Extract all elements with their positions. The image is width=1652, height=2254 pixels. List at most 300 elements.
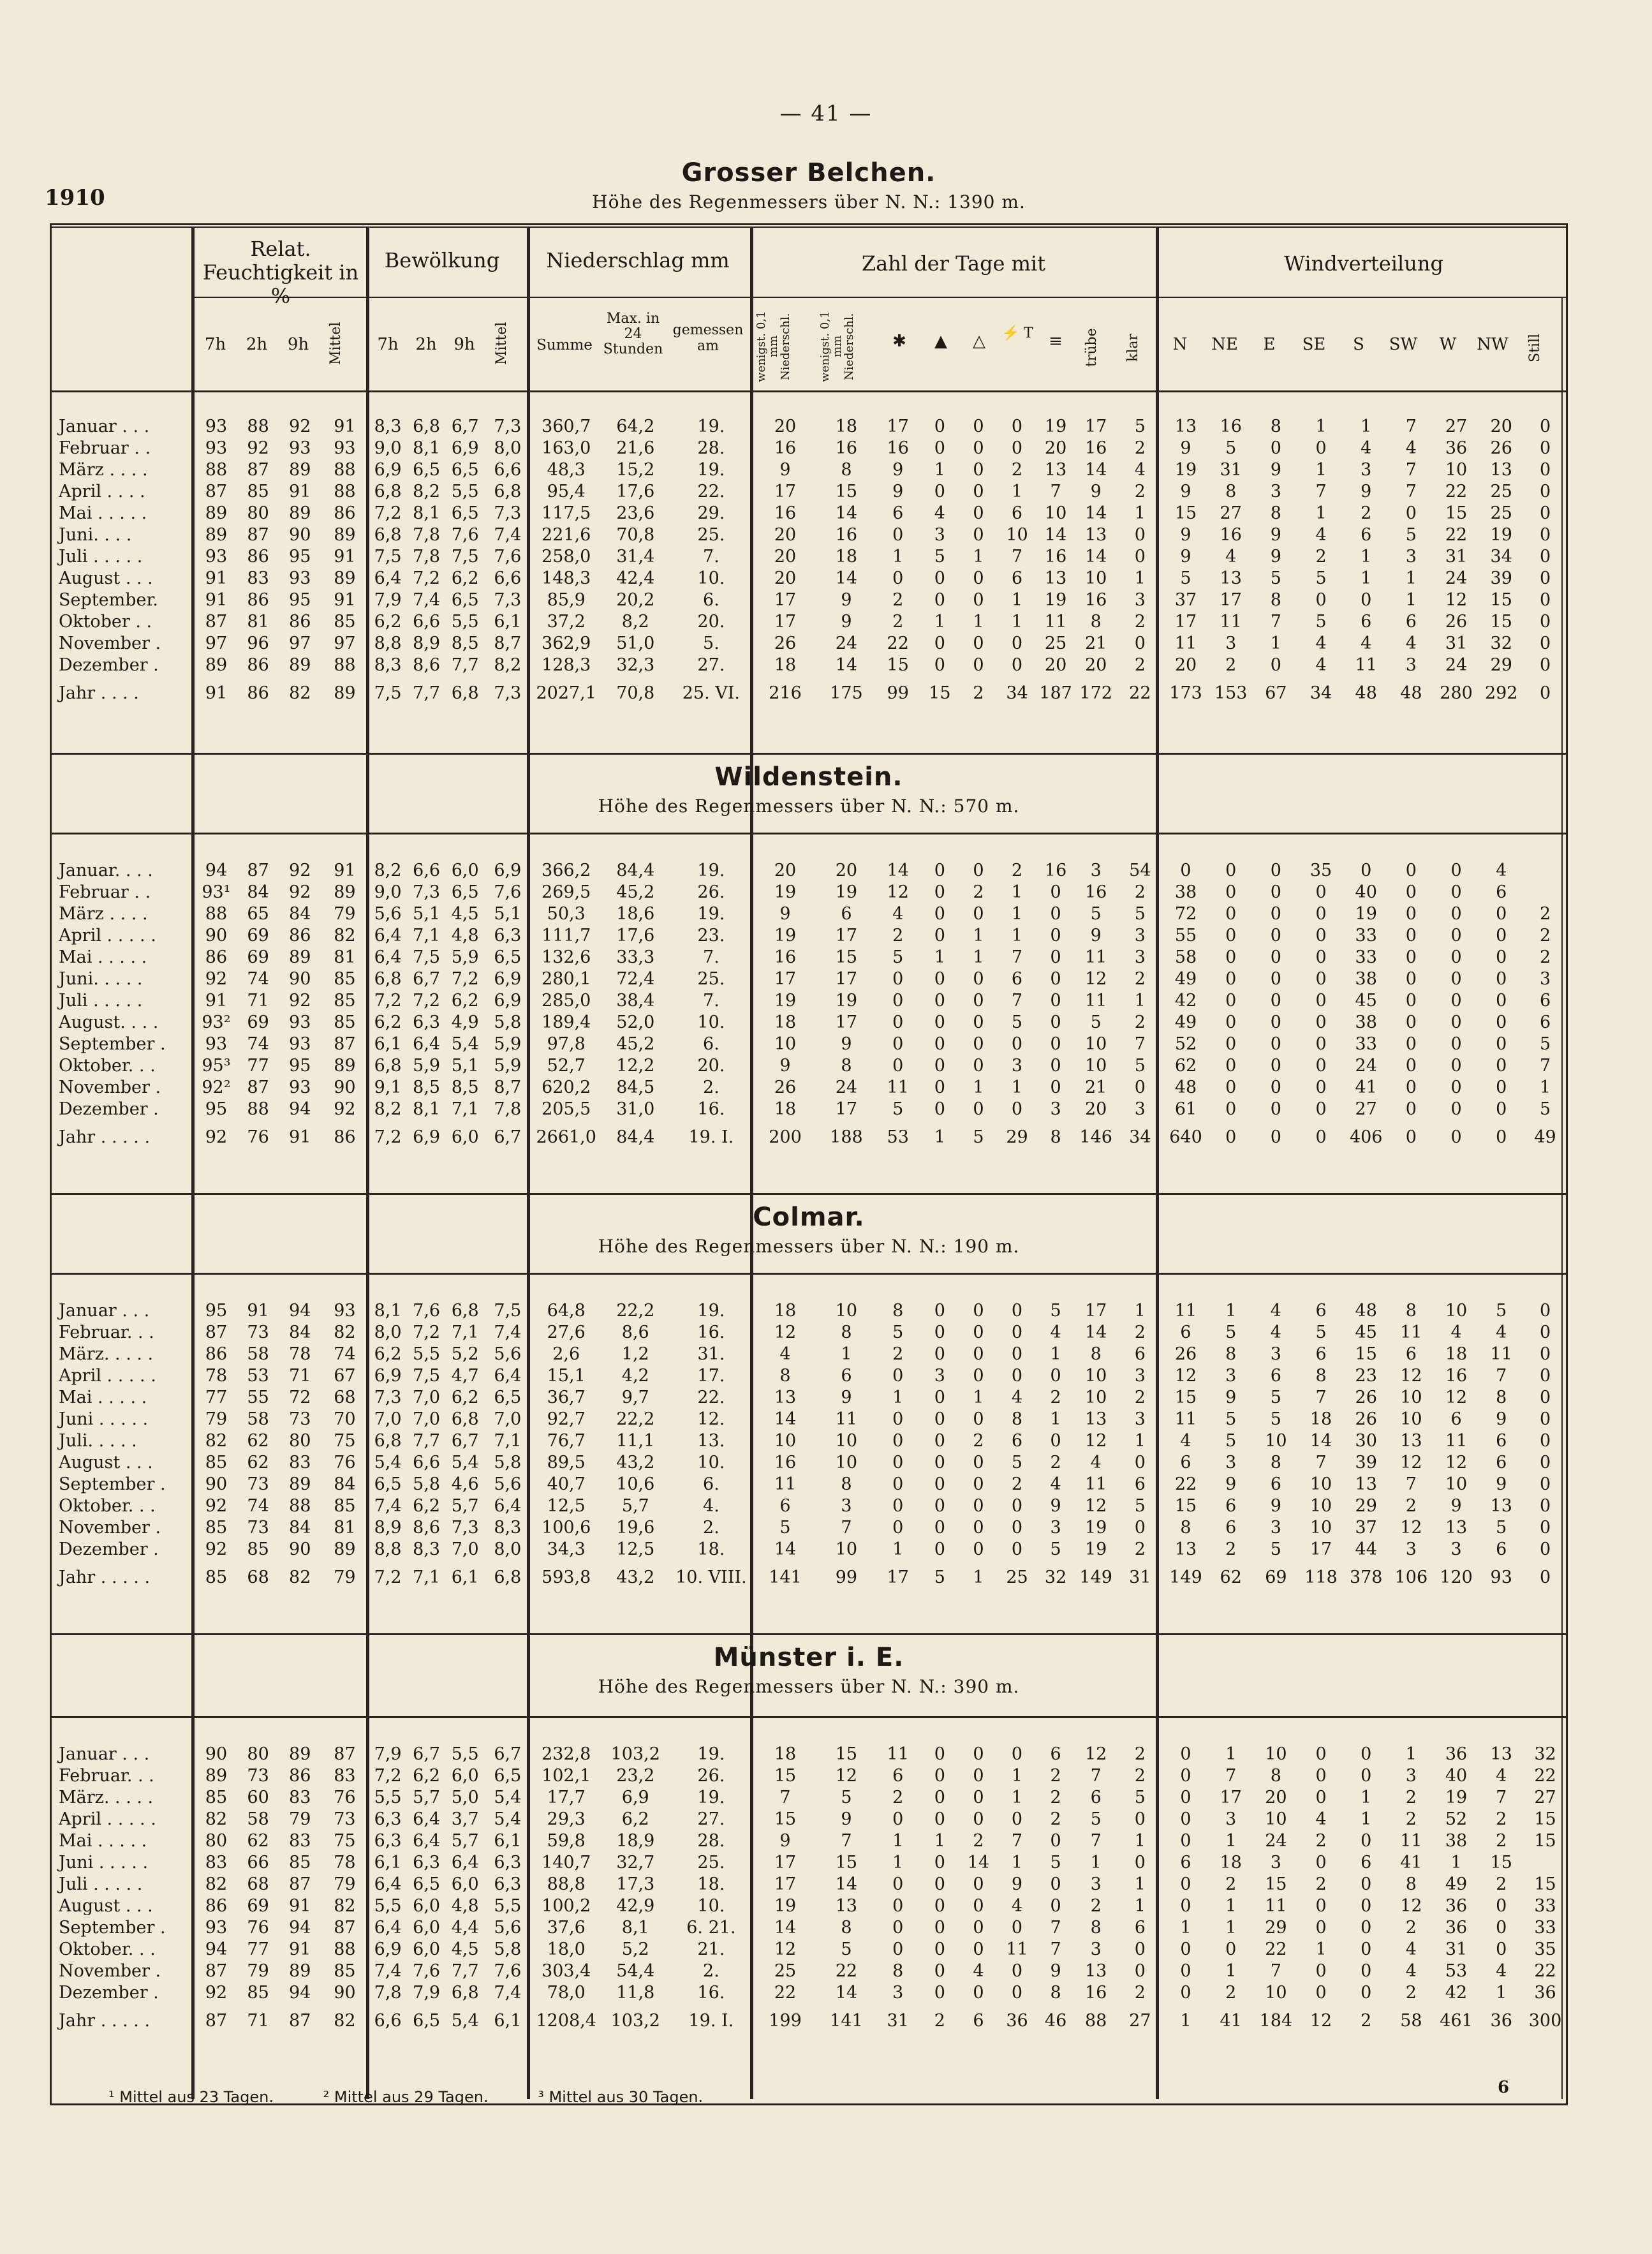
table-cell: 0 (1361, 1744, 1372, 1764)
table-cell: 83 (289, 1788, 311, 1807)
table-cell: 4,7 (451, 1366, 479, 1386)
table-cell: 0 (1134, 1453, 1146, 1472)
table-cell: 0 (1496, 1099, 1507, 1119)
table-cell: 0 (1539, 460, 1551, 480)
month-label: März . . . . (59, 904, 148, 924)
table-cell: 94 (289, 1918, 311, 1938)
table-cell: 5,4 (494, 1788, 522, 1807)
table-cell: 13. (697, 1431, 725, 1451)
table-cell: 17 (774, 612, 797, 632)
table-cell: 3 (1090, 1874, 1102, 1894)
table-cell: 32 (1534, 1744, 1556, 1764)
table-cell: 12 (1400, 1518, 1422, 1538)
table-cell: 8,6 (413, 655, 441, 675)
table-cell: 48 (1355, 1301, 1377, 1321)
table-cell: 1 (973, 1078, 984, 1097)
table-cell: 1 (1225, 1961, 1237, 1981)
table-cell: 0 (892, 1874, 904, 1894)
table-cell: 12 (1084, 969, 1107, 989)
table-cell: 1208,4 (536, 2011, 596, 2031)
table-cell: 1 (1225, 1301, 1237, 1321)
table-cell: 83 (334, 1766, 356, 1786)
table-cell: 2 (1361, 503, 1372, 523)
table-cell: 205,5 (542, 1099, 591, 1119)
table-cell: 19. I. (688, 1127, 734, 1147)
table-cell: 85 (205, 1518, 228, 1538)
table-cell: 92 (205, 969, 228, 989)
table-cell: 69 (247, 1012, 269, 1032)
table-cell: 15 (1534, 1874, 1556, 1894)
table-cell: 20 (1084, 655, 1107, 675)
table-cell: 0 (1539, 503, 1551, 523)
table-cell: 4 (1450, 1323, 1462, 1342)
table-cell: 17 (887, 1568, 909, 1587)
table-cell: 16. (697, 1983, 725, 2003)
table-cell: 0 (973, 634, 984, 653)
table-cell: 0 (1539, 568, 1551, 588)
table-cell: 15 (1445, 503, 1468, 523)
table-cell: 0 (1315, 1034, 1327, 1054)
table-cell: 72 (1174, 904, 1197, 924)
table-cell: 0 (1270, 1056, 1281, 1076)
table-cell: 75 (334, 1431, 356, 1451)
table-cell: 87 (205, 2011, 228, 2031)
table-cell: 0 (973, 1012, 984, 1032)
table-cell: 16 (835, 438, 858, 458)
table-row (52, 459, 1567, 481)
table-cell: 1 (1225, 1918, 1237, 1938)
table-cell: 0 (973, 503, 984, 523)
table-cell: 1 (1270, 634, 1281, 653)
table-cell: 89 (334, 1539, 356, 1559)
table-cell: 17 (835, 969, 858, 989)
table-cell: 16 (1044, 547, 1067, 567)
table-cell: 0 (892, 1431, 904, 1451)
table-row (52, 968, 1567, 990)
table-cell: 0 (1011, 1744, 1023, 1764)
table-cell: 22,2 (616, 1409, 655, 1429)
table-cell: 6 (1450, 1409, 1462, 1429)
table-cell: 9 (1270, 547, 1281, 567)
table-cell: 52,0 (616, 1012, 655, 1032)
table-cell: 15 (1490, 590, 1512, 610)
table-cell: 19 (774, 1896, 797, 1916)
table-cell: 0 (1539, 612, 1551, 632)
table-cell: 92 (205, 1539, 228, 1559)
table-cell: 0 (1050, 991, 1061, 1011)
table-cell: 0 (1405, 904, 1417, 924)
month-label: August . . . (59, 568, 153, 588)
table-cell: 13 (1084, 1961, 1107, 1981)
table-cell: 31 (1129, 1568, 1151, 1587)
table-row (52, 947, 1567, 968)
table-cell: 0 (1134, 547, 1146, 567)
table-cell: 0 (1270, 1127, 1281, 1147)
table-cell: 0 (934, 1012, 945, 1032)
table-cell: 6,4 (413, 1831, 441, 1851)
table-cell: 4 (1315, 655, 1327, 675)
table-cell: 14 (835, 655, 858, 675)
table-cell: 6 (1539, 991, 1551, 1011)
table-cell: 27,6 (547, 1323, 586, 1342)
table-cell: 21 (1084, 634, 1107, 653)
table-cell: 0 (892, 525, 904, 545)
table-cell: 6,9 (374, 460, 402, 480)
table-cell: 9,7 (621, 1388, 649, 1407)
table-cell: 258,0 (542, 547, 591, 567)
station-name: Münster i. E. (713, 1643, 904, 1672)
page-number: — 41 — (779, 101, 873, 126)
table-cell: 0 (892, 1366, 904, 1386)
table-cell: 280 (1440, 683, 1473, 703)
table-cell: 79 (289, 1809, 311, 1829)
table-cell: 303,4 (542, 1961, 591, 1981)
table-cell: 6,2 (374, 612, 402, 632)
table-cell: 0 (973, 861, 984, 880)
table-cell: 5,1 (494, 904, 522, 924)
table-cell: 86 (247, 590, 269, 610)
table-cell: 0 (1361, 1831, 1372, 1851)
table-cell: 80 (289, 1431, 311, 1451)
table-cell: 6,2 (621, 1809, 649, 1829)
table-cell: 19. I. (688, 2011, 734, 2031)
table-cell: 19 (774, 926, 797, 945)
table-cell: 91 (289, 1939, 311, 1959)
table-cell: 132,6 (542, 947, 591, 967)
table-cell: 92 (334, 1099, 356, 1119)
table-cell: 0 (934, 1301, 945, 1321)
table-cell: 9 (1050, 1496, 1061, 1516)
table-cell: 6,7 (451, 417, 479, 436)
table-cell: 8,8 (374, 634, 402, 653)
table-cell: 84 (289, 904, 311, 924)
table-cell: 20 (774, 568, 797, 588)
table-cell: 14 (1084, 1323, 1107, 1342)
table-cell: 17,6 (616, 926, 655, 945)
table-cell: 7 (1090, 1831, 1102, 1851)
table-row (52, 633, 1567, 655)
table-cell: 1 (1361, 1809, 1372, 1829)
table-cell: 19 (1044, 417, 1067, 436)
table-cell: 1 (973, 1388, 984, 1407)
table-cell: 0 (934, 1809, 945, 1829)
table-cell: 7,0 (413, 1409, 441, 1429)
table-cell: 2 (1011, 861, 1023, 880)
table-cell: 3 (1270, 482, 1281, 501)
table-cell: 16 (1084, 1983, 1107, 2003)
table-cell: 0 (1134, 1809, 1146, 1829)
table-cell: 7 (841, 1831, 852, 1851)
table-cell: 76 (247, 1918, 269, 1938)
table-cell: 1 (973, 926, 984, 945)
table-cell: 15 (835, 482, 858, 501)
table-cell: 6,2 (374, 1012, 402, 1032)
station-name: Grosser Belchen. (681, 158, 936, 188)
table-cell: 0 (973, 460, 984, 480)
table-cell: 0 (934, 1744, 945, 1764)
table-cell: 7,9 (374, 590, 402, 610)
table-row (52, 568, 1567, 589)
table-cell: 5,6 (494, 1918, 522, 1938)
table-cell: 38 (1355, 1012, 1377, 1032)
table-cell: 184 (1259, 2011, 1293, 2031)
table-cell: 22. (697, 482, 725, 501)
table-cell: 0 (934, 1496, 945, 1516)
header-gewitter-icon: ⚡ T (1001, 325, 1033, 341)
table-cell: 5 (841, 1788, 852, 1807)
table-cell: 0 (1050, 1874, 1061, 1894)
table-cell: 7,4 (494, 1983, 522, 2003)
table-cell: 0 (973, 1099, 984, 1119)
table-cell: 4 (1011, 1388, 1023, 1407)
table-cell: 0 (1496, 1918, 1507, 1938)
table-cell: 84 (289, 1323, 311, 1342)
table-cell: 11 (1220, 612, 1242, 632)
table-cell: 0 (1134, 1939, 1146, 1959)
table-cell: 90 (334, 1983, 356, 2003)
month-label: April . . . . . (59, 1809, 156, 1829)
table-cell: 7,9 (413, 1983, 441, 2003)
table-cell: 0 (1450, 882, 1462, 902)
table-cell: 13 (1490, 1496, 1512, 1516)
table-cell: 6,8 (374, 1056, 402, 1076)
table-cell: 0 (1315, 1744, 1327, 1764)
table-cell: 7,1 (494, 1431, 522, 1451)
table-cell: 58 (247, 1344, 269, 1364)
table-row (52, 1917, 1567, 1939)
table-row (52, 1055, 1567, 1077)
table-cell: 1 (1134, 1301, 1146, 1321)
table-cell: 0 (1315, 1099, 1327, 1119)
table-cell: 92 (205, 1496, 228, 1516)
table-cell: 26. (697, 882, 725, 902)
table-cell: 0 (973, 1809, 984, 1829)
table-cell: 6,4 (494, 1366, 522, 1386)
table-cell: 41 (1400, 1853, 1422, 1872)
table-cell: 7 (1315, 1388, 1327, 1407)
table-cell: 88,8 (547, 1874, 586, 1894)
table-cell: 25 (1044, 634, 1067, 653)
table-cell: 14 (835, 1983, 858, 2003)
table-cell: 10. (697, 568, 725, 588)
table-cell: 6,1 (494, 612, 522, 632)
table-cell: 0 (1539, 1496, 1551, 1516)
table-cell: 5 (1134, 1496, 1146, 1516)
table-cell: 6 (1134, 1918, 1146, 1938)
table-cell: 39 (1355, 1453, 1377, 1472)
table-cell: 81 (334, 1518, 356, 1538)
table-cell: 13 (1084, 525, 1107, 545)
table-cell: 3 (1270, 1344, 1281, 1364)
table-cell: 9 (841, 612, 852, 632)
table-cell: 11,8 (616, 1983, 655, 2003)
month-label: Jahr . . . . . (59, 1127, 151, 1147)
table-cell: 19 (1445, 1788, 1468, 1807)
table-cell: 87 (289, 2011, 311, 2031)
table-cell: 13 (1445, 1518, 1468, 1538)
table-cell: 406 (1349, 1127, 1383, 1147)
table-cell: 34 (1006, 683, 1028, 703)
table-cell: 11 (887, 1078, 909, 1097)
table-cell: 13 (1400, 1431, 1422, 1451)
table-cell: 72,4 (616, 969, 655, 989)
table-cell: 0 (1270, 438, 1281, 458)
table-cell: 7 (1050, 1939, 1061, 1959)
table-cell: 78,0 (547, 1983, 586, 2003)
year-row (52, 1561, 1567, 1595)
table-cell: 0 (1134, 634, 1146, 653)
table-cell: 82 (205, 1874, 228, 1894)
table-cell: 7,2 (413, 1323, 441, 1342)
table-cell: 6 (1011, 1431, 1023, 1451)
table-cell: 11 (1265, 1896, 1287, 1916)
table-cell: 0 (1361, 1918, 1372, 1938)
table-cell: 2 (1090, 1896, 1102, 1916)
table-cell: 31 (887, 2011, 909, 2031)
table-row (52, 1517, 1567, 1539)
table-cell: 15,1 (547, 1366, 586, 1386)
table-cell: 10 (835, 1431, 858, 1451)
table-cell: 2 (1361, 2011, 1372, 2031)
table-cell: 24 (1355, 1056, 1377, 1076)
table-cell: 12 (1084, 1496, 1107, 1516)
table-cell: 69 (247, 947, 269, 967)
table-cell: 6,8 (451, 683, 479, 703)
table-cell: 0 (1270, 861, 1281, 880)
table-cell: 8 (1270, 503, 1281, 523)
table-cell: 62 (1174, 1056, 1197, 1076)
table-cell: 3 (1134, 947, 1146, 967)
table-cell: 17 (774, 1874, 797, 1894)
table-cell: 3 (1450, 1539, 1462, 1559)
table-cell: 19. (697, 1744, 725, 1764)
table-cell: 18 (774, 1744, 797, 1764)
table-cell: 0 (1539, 482, 1551, 501)
section-rule (50, 833, 1568, 834)
table-cell: 269,5 (542, 882, 591, 902)
table-cell: 0 (1496, 1127, 1507, 1147)
month-label: Juli . . . . . (59, 991, 143, 1011)
table-cell: 111,7 (542, 926, 591, 945)
table-cell: 0 (1050, 1896, 1061, 1916)
table-cell: 6 (1180, 1453, 1191, 1472)
table-cell: 1 (1361, 547, 1372, 567)
table-cell: 6 (1361, 1853, 1372, 1872)
table-cell: 79 (334, 904, 356, 924)
table-cell: 1 (1496, 1983, 1507, 2003)
table-cell: 0 (973, 438, 984, 458)
table-cell: 8 (779, 1366, 791, 1386)
table-cell: 0 (973, 969, 984, 989)
table-cell: 58 (247, 1809, 269, 1829)
table-cell: 5 (1315, 1323, 1327, 1342)
table-cell: 17 (1174, 612, 1197, 632)
table-cell: 7,9 (374, 1744, 402, 1764)
table-row (52, 438, 1567, 459)
table-cell: 292 (1484, 683, 1518, 703)
table-cell: 0 (934, 969, 945, 989)
table-cell: 5 (892, 1323, 904, 1342)
table-cell: 3 (1405, 655, 1417, 675)
table-cell: 0 (934, 1788, 945, 1807)
table-cell: 8 (1225, 1344, 1237, 1364)
table-cell: 4,9 (451, 1012, 479, 1032)
table-cell: 0 (1225, 969, 1237, 989)
month-label: Jahr . . . . . (59, 2011, 151, 2031)
table-cell: 6,8 (494, 1568, 522, 1587)
table-cell: 7,5 (374, 683, 402, 703)
table-cell: 7 (841, 1518, 852, 1538)
table-cell: 19. (697, 460, 725, 480)
table-cell: 20 (1044, 655, 1067, 675)
table-cell: 5,2 (451, 1344, 479, 1364)
month-label: September . (59, 1918, 166, 1938)
table-cell: 5,5 (374, 1896, 402, 1916)
month-label: November . (59, 634, 161, 653)
table-cell: 69 (247, 926, 269, 945)
table-cell: 20. (697, 612, 725, 632)
header-klar: klar (1125, 334, 1141, 362)
table-cell: 90 (289, 525, 311, 545)
table-cell: 6. (703, 1034, 719, 1054)
table-cell: 0 (1315, 1853, 1327, 1872)
table-cell: 4 (1180, 1431, 1191, 1451)
table-cell: 0 (1050, 1831, 1061, 1851)
table-cell: 6. (703, 1474, 719, 1494)
header-wind-s: S (1353, 335, 1364, 354)
table-cell: 86 (247, 683, 269, 703)
table-cell: 285,0 (542, 991, 591, 1011)
table-cell: 5 (892, 1099, 904, 1119)
table-cell: 40 (1355, 882, 1377, 902)
table-cell: 5,2 (621, 1939, 649, 1959)
table-row (52, 1874, 1567, 1895)
table-cell: 15 (1490, 612, 1512, 632)
station-height: Höhe des Regenmessers über N. N.: 390 m. (598, 1676, 1020, 1697)
table-cell: 16 (774, 1453, 797, 1472)
table-cell: 14 (835, 568, 858, 588)
table-cell: 20 (835, 861, 858, 880)
table-cell: 1 (1225, 1744, 1237, 1764)
table-cell: 5 (841, 1939, 852, 1959)
table-cell: 7,3 (374, 1388, 402, 1407)
table-cell: 12 (1400, 1366, 1422, 1386)
table-cell: 6,9 (621, 1788, 649, 1807)
table-cell: 92 (205, 1127, 228, 1147)
table-cell: 8 (841, 460, 852, 480)
table-cell: 96 (247, 634, 269, 653)
table-cell: 0 (1134, 1853, 1146, 1872)
table-cell: 31. (697, 1344, 725, 1364)
table-cell: 5 (1225, 1323, 1237, 1342)
table-cell: 36 (1445, 438, 1468, 458)
table-cell: 69 (1265, 1568, 1287, 1587)
table-cell: 7,6 (413, 1961, 441, 1981)
table-cell: 0 (1225, 1012, 1237, 1032)
table-cell: 5 (1134, 1056, 1146, 1076)
table-cell: 70 (334, 1409, 356, 1429)
table-cell: 2 (1134, 969, 1146, 989)
table-row (52, 1012, 1567, 1034)
table-cell: 10 (835, 1453, 858, 1472)
table-cell: 4 (1496, 1323, 1507, 1342)
table-cell: 4 (1315, 1809, 1327, 1829)
table-cell: 9 (1090, 926, 1102, 945)
table-cell: 42 (1445, 1983, 1468, 2003)
table-cell: 6,8 (374, 525, 402, 545)
table-cell: 86 (289, 612, 311, 632)
table-cell: 4 (1270, 1301, 1281, 1321)
